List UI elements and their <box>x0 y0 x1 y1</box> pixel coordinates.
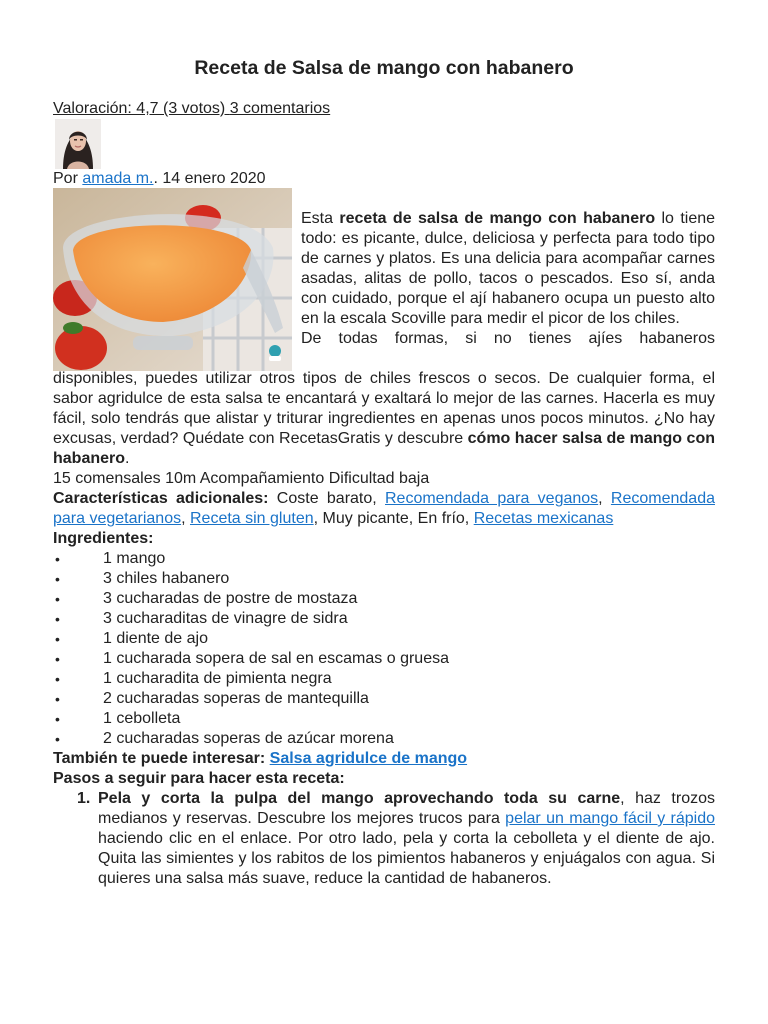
link-sin-gluten[interactable]: Receta sin gluten <box>189 510 314 527</box>
link-veganos[interactable]: Recomendada para veganos <box>385 490 599 507</box>
byline <box>53 169 266 189</box>
intro-highlight: receta de salsa de mango con habanero <box>339 210 656 227</box>
steps-heading: Pasos a seguir para hacer esta receta: <box>53 770 345 787</box>
intro-highlight-2: cómo hacer salsa de mango con habanero <box>53 430 715 467</box>
page-title: Receta de Salsa de mango con habanero <box>194 57 574 79</box>
list-item: • 3 chiles habanero <box>53 569 715 589</box>
link-pelar-mango[interactable]: pelar un mango fácil y rápido <box>505 810 715 827</box>
also-label: También te puede interesar: <box>53 750 270 767</box>
list-item: • 2 cucharadas soperas de azúcar morena <box>53 729 715 749</box>
list-item: • 1 diente de ajo <box>53 629 715 649</box>
related-recipe-link[interactable]: Salsa agridulce de mango <box>269 750 468 767</box>
intro-continued: disponibles, puedes utilizar otros tipos de chiles frescos o secos. De cualquier forma, el sabor agridulce de esta salsa te encantará y exaltará lo mejor de las carnes. Hacerla es muy fácil, solo tendrás que alistar y triturar ingredientes en apenas unos pocos minutos. ¿No hay excusas, verdad? Quédate con RecetasGratis y descubre cómo hacer salsa de mango con habanero. <box>53 370 715 467</box>
rating-line <box>53 99 330 119</box>
link-vegetarianos[interactable]: Recomendada para vegetarianos <box>53 490 715 527</box>
ingredients-list <box>53 549 715 749</box>
hero-image <box>53 188 292 371</box>
list-item: • 1 cebolleta <box>53 709 715 729</box>
recipe-meta: 15 comensales 10m Acompañamiento Dificultad baja <box>53 470 430 487</box>
byline-prefix: Por <box>53 170 83 187</box>
list-item: • 3 cucharaditas de vinagre de sidra <box>53 609 715 629</box>
comments-link[interactable]: 3 comentarios <box>229 100 331 117</box>
rating-text: Valoración: 4,7 (3 votos) <box>53 100 230 117</box>
link-mexicanas[interactable]: Recetas mexicanas <box>473 510 614 527</box>
step-item: 1. Pela y corta la pulpa del mango aprovechando toda su carne, haz trozos medianos y reservas. Descubre los mejores trucos para pelar un mango fácil y rápido haciendo clic en el enlace. Por otro lado, pela y corta la cebolleta y el diente de ajo. Quita las simientes y los rabitos de los pimientos habaneros y enjuágalos con agua. Si quieres una salsa más suave, reduce la cantidad de habaneros. <box>77 790 715 887</box>
list-item: • 2 cucharadas soperas de mantequilla <box>53 689 715 709</box>
list-item: • 1 cucharada sopera de sal en escamas o gruesa <box>53 649 715 669</box>
recipe-body <box>53 369 715 889</box>
author-link[interactable]: amada m. <box>82 170 154 187</box>
steps-list <box>53 789 715 889</box>
ingredients-heading: Ingredientes: <box>53 530 154 547</box>
publish-date: . 14 enero 2020 <box>153 170 266 187</box>
author-avatar <box>55 119 101 169</box>
list-item: • 1 mango <box>53 549 715 569</box>
step-number: 1. <box>77 790 91 807</box>
features-label: Características adicionales: <box>53 490 269 507</box>
list-item: • 1 cucharadita de pimienta negra <box>53 669 715 689</box>
intro-text: Esta receta de salsa de mango con habanero lo tiene todo: es picante, dulce, deliciosa y perfecta para todo tipo de carnes y platos. Es una delicia para acompañar carnes asadas, alitas de pollo, tacos o pescados. Eso sí, anda con cuidado, porque el ají habanero ocupa un puesto alto en la escala Scoville para medir el picor de los chiles. De todas formas, si no tienes ajíes habaneros <box>301 210 716 347</box>
features: Características adicionales: Coste barato, Recomendada para veganos, Recomendada para vegetarianos, Receta sin gluten, Muy picante, En frío, Recetas mexicanas <box>53 490 715 527</box>
list-item: • 3 cucharadas de postre de mostaza <box>53 589 715 609</box>
